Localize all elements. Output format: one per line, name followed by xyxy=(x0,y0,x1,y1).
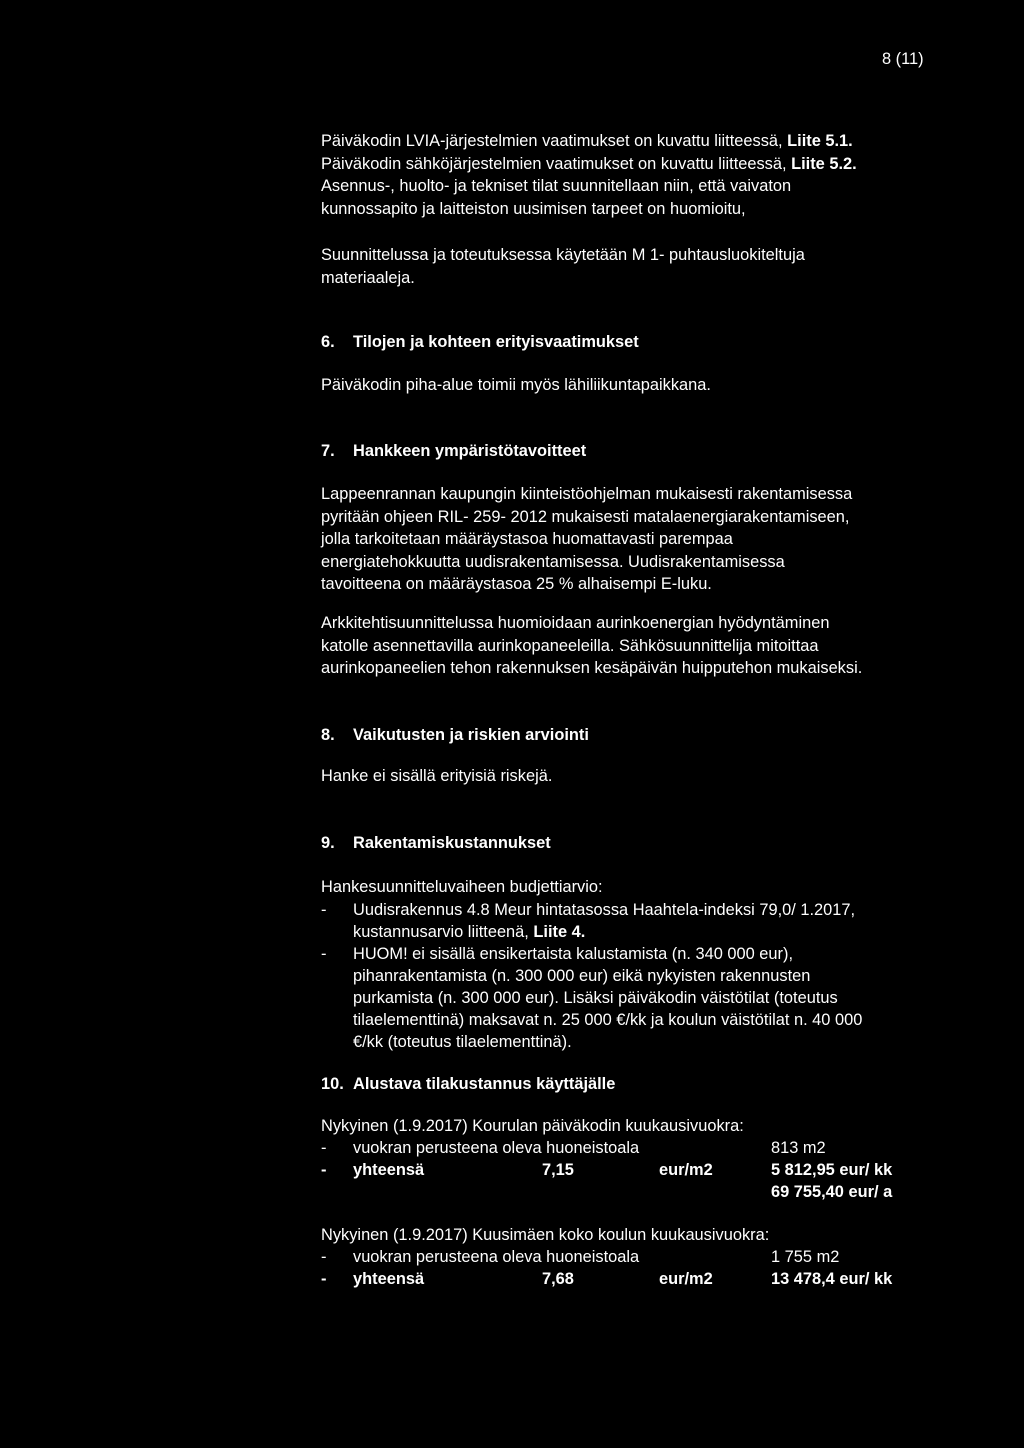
intro-line-1: Päiväkodin LVIA-järjestelmien vaatimukset on kuvattu liitteessä, Liite 5.1. xyxy=(321,132,853,150)
section-7-paragraph-1 xyxy=(321,483,852,596)
cost-item-1-line-2: kustannusarvio liitteenä, Liite 4. xyxy=(353,923,586,941)
area-value: 1 755 m2 xyxy=(771,1248,840,1266)
rent-block-2-area-row xyxy=(321,1246,639,1269)
area-value: 813 m2 xyxy=(771,1139,826,1157)
page-number: 8 (11) xyxy=(882,50,924,68)
cost-item-2 xyxy=(321,943,793,966)
list-dash: - xyxy=(321,1270,327,1288)
text-line: energiatehokkuutta uudisrakentamisessa. Uudisrakentamisessa xyxy=(321,552,785,571)
intro-line-2: Päiväkodin sähköjärjestelmien vaatimukset on kuvattu liitteessä, Liite 5.2. xyxy=(321,154,857,173)
section-6-heading xyxy=(321,331,639,354)
cost-item-2-line-5: €/kk (toteutus tilaelementtinä). xyxy=(353,1033,572,1051)
section-6-number: 6. xyxy=(321,333,335,351)
cost-item-1-line-1: Uudisrakennus 4.8 Meur hintatasossa Haahtela-indeksi 79,0/ 1.2017, xyxy=(353,901,856,919)
appendix-ref-4: Liite 4. xyxy=(533,923,586,941)
intro-line-4: kunnossapito ja laitteiston uusimisen tarpeet on huomioitu, xyxy=(321,199,746,218)
section-9-number: 9. xyxy=(321,834,335,852)
cost-item-2-line-1: HUOM! ei sisällä ensikertaista kalustamista (n. 340 000 eur), xyxy=(353,945,793,963)
cost-item-2-line-4: tilaelementtinä) maksavat n. 25 000 €/kk ja koulun väistötilat n. 40 000 xyxy=(353,1011,863,1029)
total-label: yhteensä xyxy=(353,1270,425,1288)
appendix-ref-5-2: Liite 5.2. xyxy=(791,154,857,173)
text-line: Arkkitehtisuunnittelussa huomioidaan aurinkoenergian hyödyntäminen xyxy=(321,614,830,632)
section-10-title: Alustava tilakustannus käyttäjälle xyxy=(353,1075,616,1093)
section-10-heading xyxy=(321,1073,615,1096)
yearly-rent: 69 755,40 eur/ a xyxy=(771,1183,893,1201)
rent-block-2-total-row xyxy=(321,1268,424,1291)
section-7-number: 7. xyxy=(321,442,335,460)
intro-line-3: Asennus-, huolto- ja tekniset tilat suunnitellaan niin, että vaivaton xyxy=(321,177,792,195)
section-7-heading xyxy=(321,440,586,463)
rate-value: 7,68 xyxy=(542,1270,574,1288)
section-7-paragraph-2 xyxy=(321,612,862,680)
list-dash: - xyxy=(321,1139,327,1157)
list-dash: - xyxy=(321,1248,327,1266)
text-line: jolla tarkoitetaan määräystasoa huomattavasti parempaa xyxy=(321,530,733,548)
text-line: tavoitteena on määräystasoa 25 % alhaisempi E-luku. xyxy=(321,575,712,593)
list-dash: - xyxy=(321,1161,327,1179)
section-9-heading xyxy=(321,832,551,855)
materials-line-1: Suunnittelussa ja toteutuksessa käytetään M 1- puhtausluokiteltuja xyxy=(321,246,805,264)
rent-block-1-total-row xyxy=(321,1159,424,1182)
materials-paragraph xyxy=(321,244,805,289)
materials-line-2: materiaaleja. xyxy=(321,268,415,287)
monthly-rent: 13 478,4 eur/ kk xyxy=(771,1270,893,1288)
cost-item-1 xyxy=(321,899,855,922)
intro-paragraph xyxy=(321,130,857,220)
total-label: yhteensä xyxy=(353,1161,425,1179)
list-dash: - xyxy=(321,945,327,963)
monthly-rent: 5 812,95 eur/ kk xyxy=(771,1161,893,1179)
rent-block-2-intro: Nykyinen (1.9.2017) Kuusimäen koko koulun kuukausivuokra: xyxy=(321,1226,770,1244)
text-line: aurinkopaneelien tehon rakennuksen kesäpäivän huipputehon mukaiseksi. xyxy=(321,659,863,677)
rate-unit: eur/m2 xyxy=(659,1161,713,1179)
area-label: vuokran perusteena oleva huoneistoala xyxy=(353,1248,640,1266)
section-8-number: 8. xyxy=(321,726,335,744)
list-dash: - xyxy=(321,901,327,919)
section-9-intro: Hankesuunnitteluvaiheen budjettiarvio: xyxy=(321,878,603,896)
section-9-title: Rakentamiskustannukset xyxy=(353,834,551,852)
section-8-heading xyxy=(321,724,589,747)
text-line: Lappeenrannan kaupungin kiinteistöohjelman mukaisesti rakentamisessa xyxy=(321,485,853,503)
appendix-ref-5-1: Liite 5.1. xyxy=(787,132,853,150)
rent-block-1-area-row xyxy=(321,1137,639,1160)
section-7-title: Hankkeen ympäristötavoitteet xyxy=(353,442,587,460)
rent-block-1-intro: Nykyinen (1.9.2017) Kourulan päiväkodin kuukausivuokra: xyxy=(321,1117,744,1135)
section-8-text: Hanke ei sisällä erityisiä riskejä. xyxy=(321,767,553,785)
text-line: katolle asennettavilla aurinkopaneeleilla. Sähkösuunnittelija mitoittaa xyxy=(321,636,819,655)
rate-value: 7,15 xyxy=(542,1161,574,1179)
rate-unit: eur/m2 xyxy=(659,1270,713,1288)
area-label: vuokran perusteena oleva huoneistoala xyxy=(353,1139,640,1157)
text-line: pyritään ohjeen RIL- 259- 2012 mukaisesti matalaenergiarakentamiseen, xyxy=(321,507,850,526)
section-8-title: Vaikutusten ja riskien arviointi xyxy=(353,726,589,744)
cost-item-2-line-3: purkamista (n. 300 000 eur). Lisäksi päiväkodin väistötilat (toteutus xyxy=(353,989,838,1007)
section-6-title: Tilojen ja kohteen erityisvaatimukset xyxy=(353,333,639,351)
section-6-text: Päiväkodin piha-alue toimii myös lähiliikuntapaikkana. xyxy=(321,376,711,394)
cost-item-2-line-2: pihanrakentamista (n. 300 000 eur) eikä nykyisten rakennusten xyxy=(353,967,811,985)
section-10-number: 10. xyxy=(321,1075,344,1093)
